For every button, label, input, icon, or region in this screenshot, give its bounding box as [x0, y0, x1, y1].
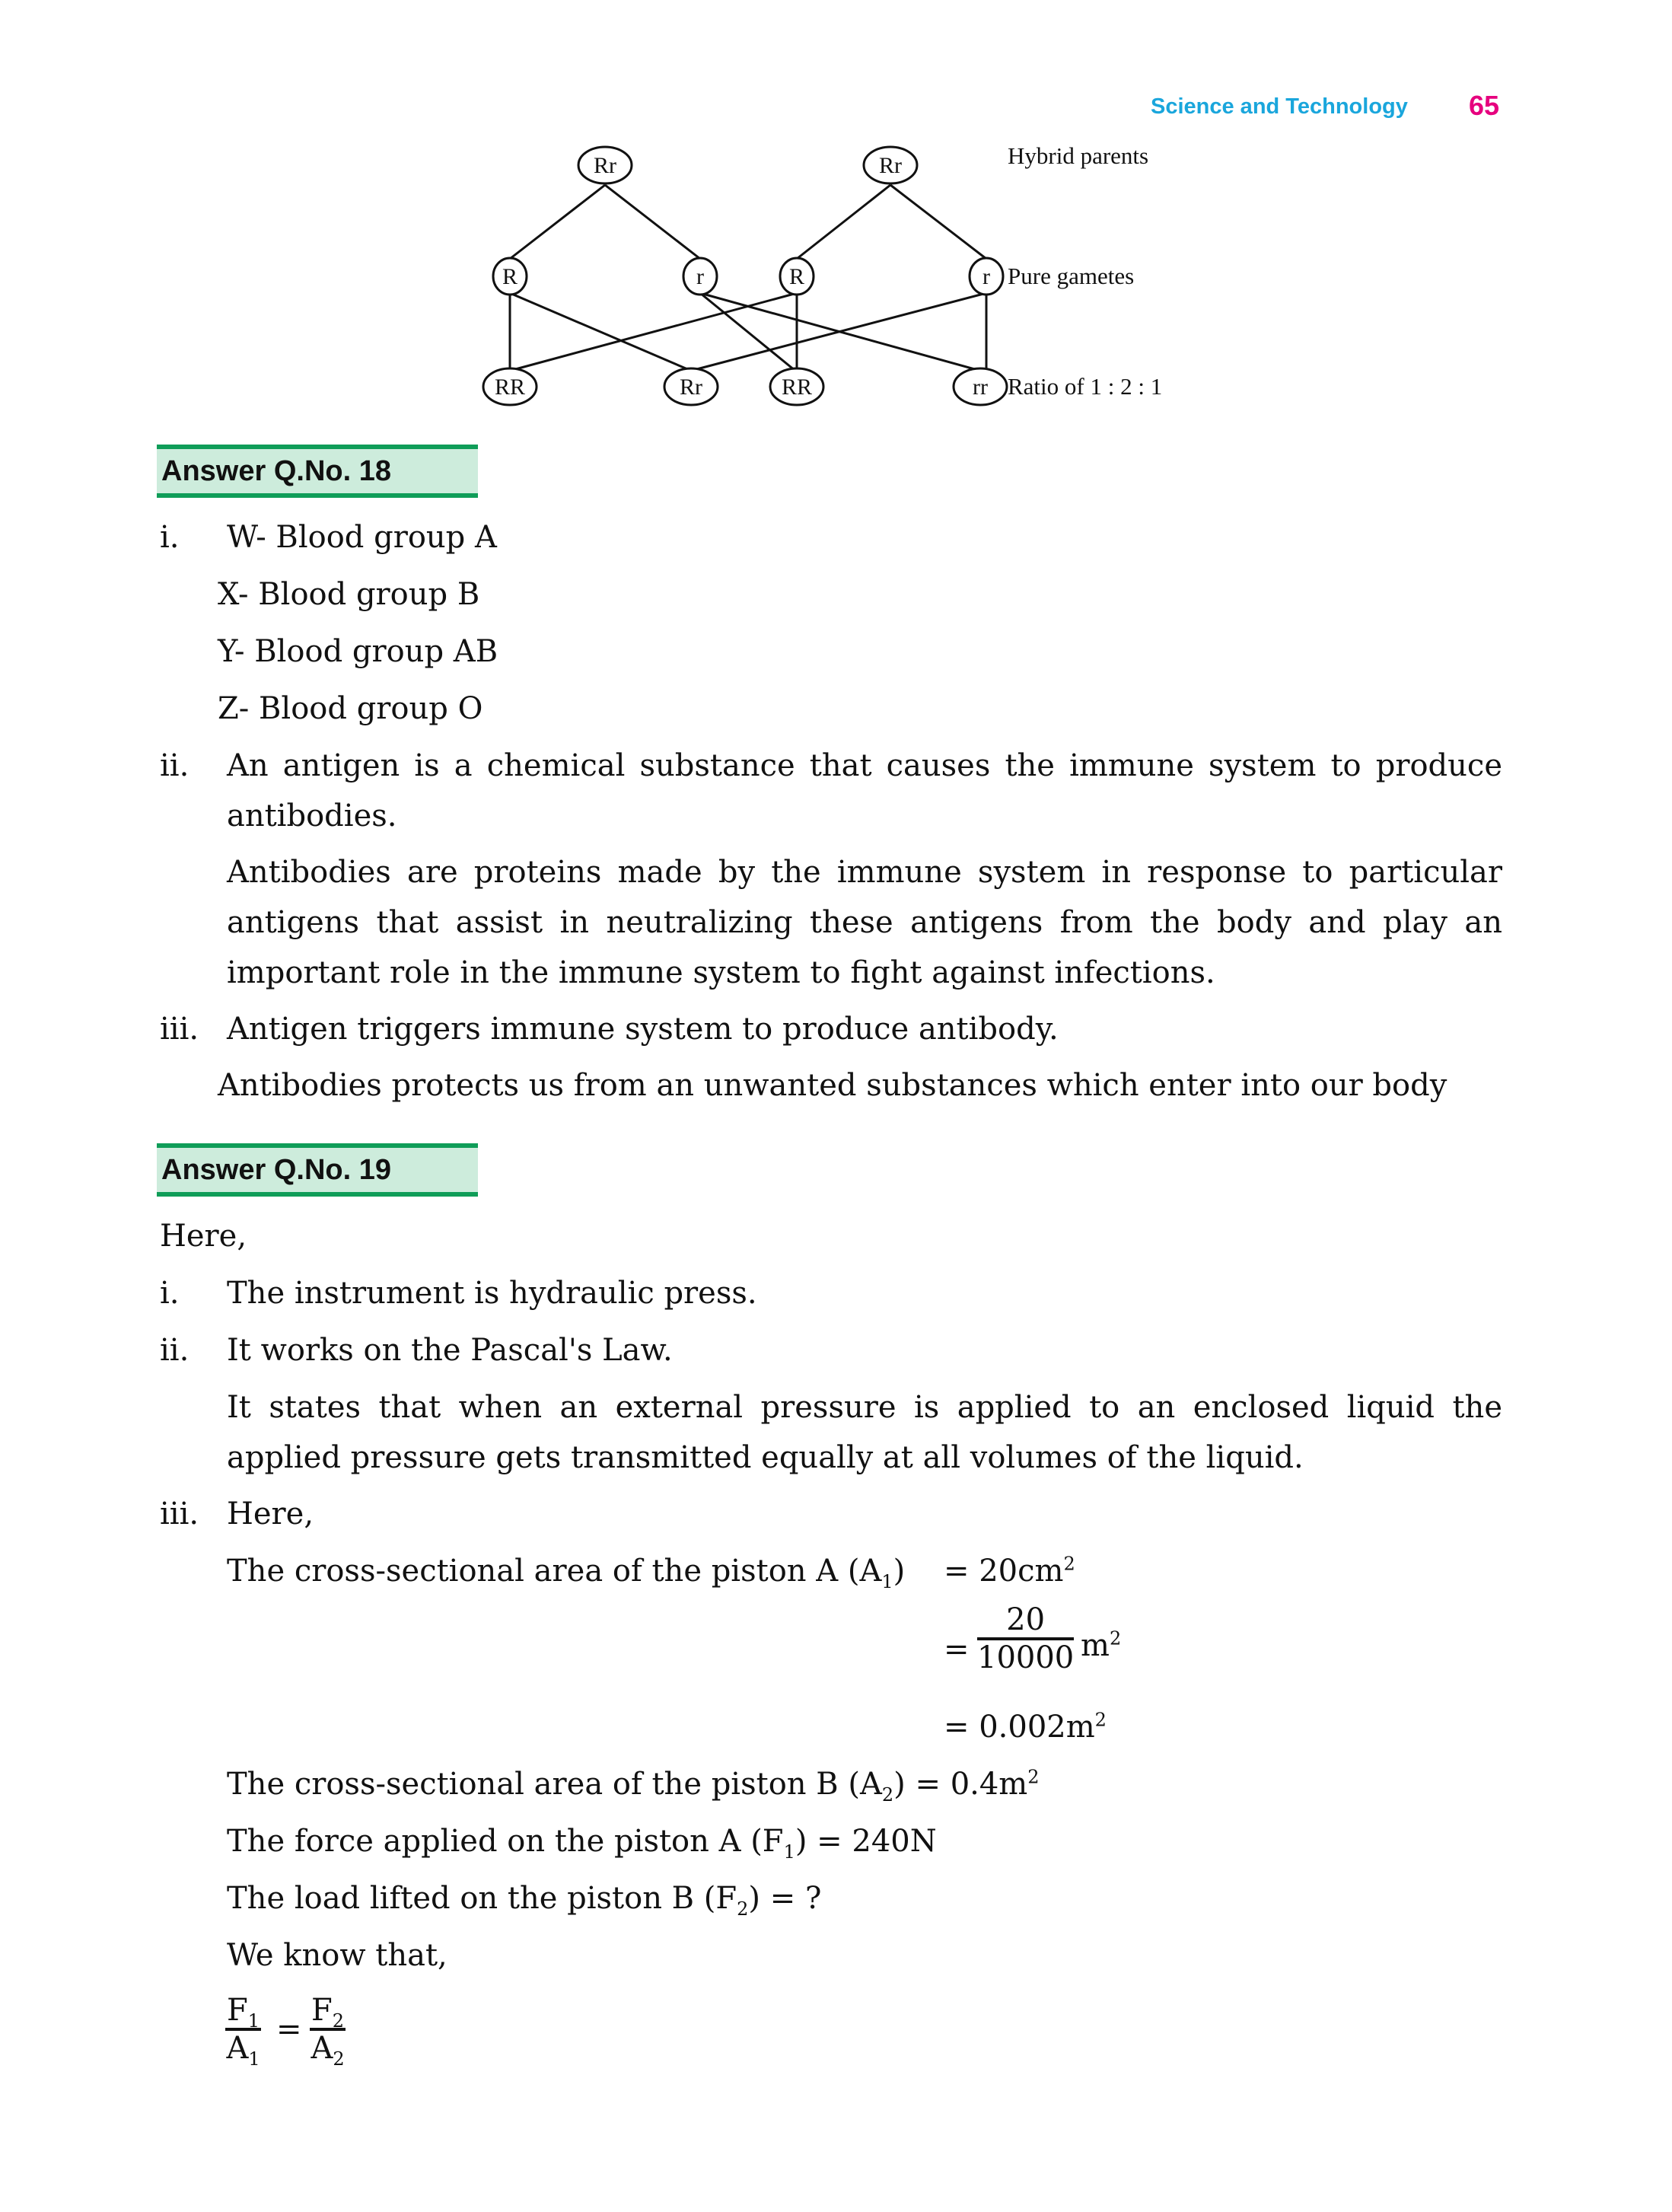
gamete-node-1: R — [502, 264, 518, 289]
formula-d1-sub: 1 — [248, 2048, 260, 2070]
a18-i-item-x: X- Blood group B — [218, 577, 480, 612]
parent-node-1: Rr — [594, 153, 616, 178]
a1-label: The cross-sectional area of the piston A (A — [227, 1554, 882, 1589]
a1-frac-unit — [1081, 1627, 1121, 1664]
formula-n2-sub: 2 — [332, 2010, 345, 2032]
parent-node-2: Rr — [879, 153, 902, 178]
answer-18-heading-box — [157, 445, 478, 498]
a1-value-text: = 20cm — [944, 1554, 1064, 1589]
a1-fraction-denominator: 10000 — [977, 1640, 1075, 1675]
a1-subscript: 1 — [881, 1571, 893, 1592]
formula-left-denominator — [225, 2031, 261, 2070]
a2-label: The cross-sectional area of the piston B (A — [227, 1767, 882, 1802]
a18-i-item-z: Z- Blood group O — [218, 691, 483, 726]
a19-ii-line-3: applied pressure gets transmitted equally at all volumes of the liquid. — [227, 1440, 1304, 1475]
formula-left-numerator — [225, 1993, 261, 2031]
formula-equals: = — [276, 2012, 302, 2047]
a18-i-item-w: W- Blood group A — [227, 520, 497, 555]
answer-18-heading: Answer Q.No. 18 — [161, 455, 391, 487]
a19-f2-statement — [227, 1880, 822, 1920]
a18-ii-line-1: An antigen is a chemical substance that causes the immune system to produce — [227, 748, 1502, 783]
a18-ii-line-4: antigens that assist in neutralizing these antigens from the body and play an — [227, 905, 1502, 940]
a19-iii-intro: Here, — [227, 1496, 314, 1532]
a19-we-know-that: We know that, — [227, 1938, 447, 1973]
answer-19-heading-box — [157, 1143, 478, 1197]
a1-frac-equals: = — [944, 1632, 970, 1667]
a1-result-sup: 2 — [1094, 1709, 1107, 1731]
a2-value: ) = 0.4m — [893, 1767, 1028, 1802]
a1-close-paren: ) — [893, 1554, 906, 1589]
gamete-node-4: r — [982, 264, 990, 289]
answer-19-heading: Answer Q.No. 19 — [161, 1154, 391, 1186]
formula-n1: F — [227, 1993, 248, 2028]
a19-intro: Here, — [160, 1219, 247, 1254]
a18-marker-i: i. — [160, 520, 180, 555]
a2-subscript: 2 — [881, 1784, 894, 1806]
a19-ii-line-2: It states that when an external pressure is applied to an enclosed liquid the — [227, 1390, 1502, 1425]
formula-fraction-left — [225, 1993, 261, 2070]
formula-d1: A — [226, 2031, 249, 2066]
offspring-node-3: RR — [781, 375, 813, 400]
f2-value: ) = ? — [748, 1881, 822, 1916]
section-title: Science and Technology — [1151, 94, 1408, 119]
a1-result — [944, 1709, 1107, 1745]
offspring-node-1: RR — [494, 375, 526, 400]
label-pure-gametes: Pure gametes — [1008, 263, 1135, 289]
a19-ii-line-1: It works on the Pascal's Law. — [227, 1333, 673, 1368]
formula-n2: F — [311, 1993, 333, 2028]
a19-a2-statement — [227, 1766, 1040, 1806]
f1-label: The force applied on the piston A (F — [227, 1824, 784, 1859]
f2-label: The load lifted on the piston B (F — [227, 1881, 737, 1916]
cross-diagram-svg — [464, 141, 1225, 422]
a18-iii-line-1: Antigen triggers immune system to produce antibody. — [227, 1012, 1059, 1047]
a18-marker-iii: iii. — [160, 1012, 199, 1047]
a2-value-sup: 2 — [1027, 1766, 1040, 1788]
formula-d2-sub: 2 — [333, 2048, 345, 2070]
monohybrid-cross-diagram — [464, 141, 1225, 422]
a18-ii-line-3: Antibodies are proteins made by the immune system in response to particular — [227, 855, 1502, 890]
a1-value — [944, 1553, 1075, 1589]
a19-a1-statement — [227, 1553, 906, 1592]
f1-subscript: 1 — [783, 1841, 795, 1863]
offspring-node-2: Rr — [680, 375, 702, 400]
a18-i-item-y: Y- Blood group AB — [218, 634, 498, 669]
a1-frac-unit-text: m — [1081, 1628, 1110, 1663]
a18-iii-line-2: Antibodies protects us from an unwanted substances which enter into our body — [218, 1068, 1447, 1103]
label-ratio: Ratio of 1 : 2 : 1 — [1008, 373, 1163, 400]
connector-lines — [510, 185, 986, 371]
a19-marker-ii: ii. — [160, 1333, 189, 1368]
a19-marker-iii: iii. — [160, 1496, 199, 1532]
a19-marker-i: i. — [160, 1276, 180, 1311]
a18-ii-line-2: antibodies. — [227, 798, 397, 833]
formula-right-denominator — [310, 2031, 346, 2070]
formula-fraction-right — [310, 1993, 346, 2070]
a1-frac-unit-sup: 2 — [1109, 1627, 1122, 1649]
formula-d2: A — [311, 2031, 333, 2066]
f2-subscript: 2 — [737, 1898, 749, 1920]
f1-value: ) = 240N — [795, 1824, 937, 1859]
a1-fraction — [977, 1602, 1074, 1675]
a19-f1-statement — [227, 1823, 937, 1863]
a18-marker-ii: ii. — [160, 748, 189, 783]
gamete-node-3: R — [788, 264, 805, 289]
a1-value-sup: 2 — [1063, 1553, 1075, 1575]
a1-fraction-numerator: 20 — [977, 1602, 1074, 1640]
label-hybrid-parents: Hybrid parents — [1008, 142, 1149, 169]
formula-right-numerator — [310, 1993, 346, 2031]
a18-ii-line-5: important role in the immune system to fight against infections. — [227, 955, 1215, 990]
formula-n1-sub: 1 — [247, 2010, 260, 2032]
offspring-node-4: rr — [973, 375, 988, 400]
node-circles — [483, 147, 1007, 405]
page-number: 65 — [1469, 90, 1500, 121]
a19-i-text: The instrument is hydraulic press. — [227, 1276, 757, 1311]
a1-result-text: = 0.002m — [944, 1710, 1095, 1745]
gamete-node-2: r — [696, 264, 704, 289]
